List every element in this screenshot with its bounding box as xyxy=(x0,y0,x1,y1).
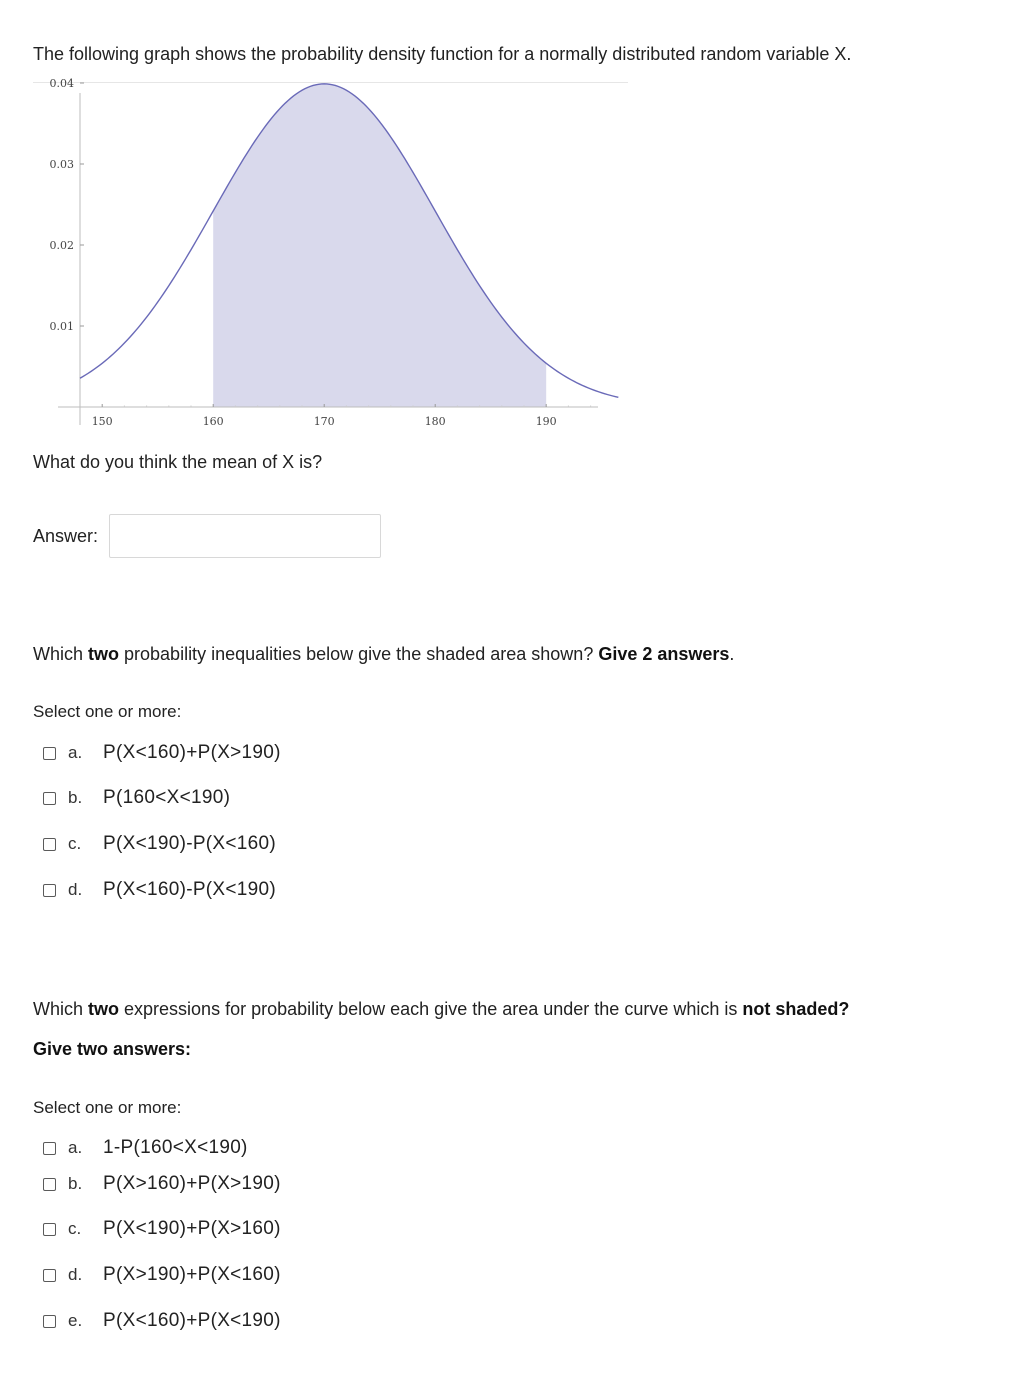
mean-answer-input[interactable] xyxy=(109,514,381,558)
x-tick-label: 190 xyxy=(535,415,557,428)
shaded-area xyxy=(213,84,546,407)
checkbox[interactable] xyxy=(43,838,56,851)
x-tick-label: 160 xyxy=(202,415,224,428)
option-text: P(X<160)-P(X<190) xyxy=(103,879,277,900)
q2-option-c[interactable] xyxy=(43,831,276,857)
checkbox[interactable] xyxy=(43,747,56,760)
q2-text-after: probability inequalities below give the shaded area shown? xyxy=(119,644,599,664)
answer-label: Answer: xyxy=(33,526,99,546)
checkbox[interactable] xyxy=(43,1223,56,1236)
option-letter: a. xyxy=(68,743,83,762)
x-tick-label: 150 xyxy=(91,415,113,428)
option-text: P(160<X<190) xyxy=(103,787,231,808)
option-text: P(X<190)-P(X<160) xyxy=(103,833,277,854)
q3-bold-not-shaded: not shaded? xyxy=(742,999,850,1019)
question-intro: The following graph shows the probability density function for a normally distributed random variable X. xyxy=(33,44,852,64)
option-letter: c. xyxy=(68,1219,82,1238)
q2-select-hint: Select one or more: xyxy=(33,702,182,721)
q3-option-d[interactable] xyxy=(43,1262,281,1288)
option-text: P(X<160)+P(X>190) xyxy=(103,742,281,763)
checkbox[interactable] xyxy=(43,792,56,805)
checkbox[interactable] xyxy=(43,1269,56,1282)
option-letter: a. xyxy=(68,1138,83,1157)
divider xyxy=(33,82,628,83)
q3-option-c[interactable] xyxy=(43,1216,281,1242)
normal-pdf-chart xyxy=(33,77,603,440)
option-letter: d. xyxy=(68,1265,83,1284)
checkbox[interactable] xyxy=(43,1178,56,1191)
q3-option-e[interactable] xyxy=(43,1308,281,1334)
x-tick-label: 170 xyxy=(313,415,335,428)
option-letter: c. xyxy=(68,834,82,853)
q2-instruction: Give 2 answers xyxy=(598,644,730,664)
q2-bold-two: two xyxy=(88,644,120,664)
y-tick-label: 0.02 xyxy=(49,239,74,252)
option-text: 1-P(160<X<190) xyxy=(103,1137,248,1158)
q2-instruction-end: . xyxy=(729,644,735,664)
q3-bold-two: two xyxy=(88,999,120,1019)
checkbox[interactable] xyxy=(43,1315,56,1328)
checkbox[interactable] xyxy=(43,884,56,897)
option-text: P(X<190)+P(X>160) xyxy=(103,1218,281,1239)
y-tick-label: 0.01 xyxy=(49,320,74,333)
mean-question: What do you think the mean of X is? xyxy=(33,452,323,472)
q3-text-middle: expressions for probability below each give the area under the curve which is xyxy=(119,999,743,1019)
x-tick-label: 180 xyxy=(424,415,446,428)
option-text: P(X<160)+P(X<190) xyxy=(103,1310,281,1331)
shaded-area-question xyxy=(33,644,734,665)
q2-option-b[interactable] xyxy=(43,785,230,811)
q2-option-a[interactable] xyxy=(43,740,281,766)
y-tick-label: 0.03 xyxy=(49,158,74,171)
q2-text-before: Which xyxy=(33,644,89,664)
option-letter: b. xyxy=(68,788,83,807)
option-letter: d. xyxy=(68,880,83,899)
option-text: P(X>190)+P(X<160) xyxy=(103,1264,281,1285)
q3-option-a[interactable] xyxy=(43,1135,248,1161)
q3-instruction xyxy=(33,1039,191,1060)
not-shaded-question xyxy=(33,999,849,1020)
q3-select-hint: Select one or more: xyxy=(33,1098,182,1117)
q2-option-d[interactable] xyxy=(43,877,276,903)
y-tick-label: 0.04 xyxy=(49,77,74,90)
q3-instruction-text: Give two answers: xyxy=(33,1039,192,1059)
checkbox[interactable] xyxy=(43,1142,56,1155)
option-letter: e. xyxy=(68,1311,83,1330)
option-text: P(X>160)+P(X>190) xyxy=(103,1173,281,1194)
q3-option-b[interactable] xyxy=(43,1171,281,1197)
q3-text-before: Which xyxy=(33,999,89,1019)
option-letter: b. xyxy=(68,1174,83,1193)
